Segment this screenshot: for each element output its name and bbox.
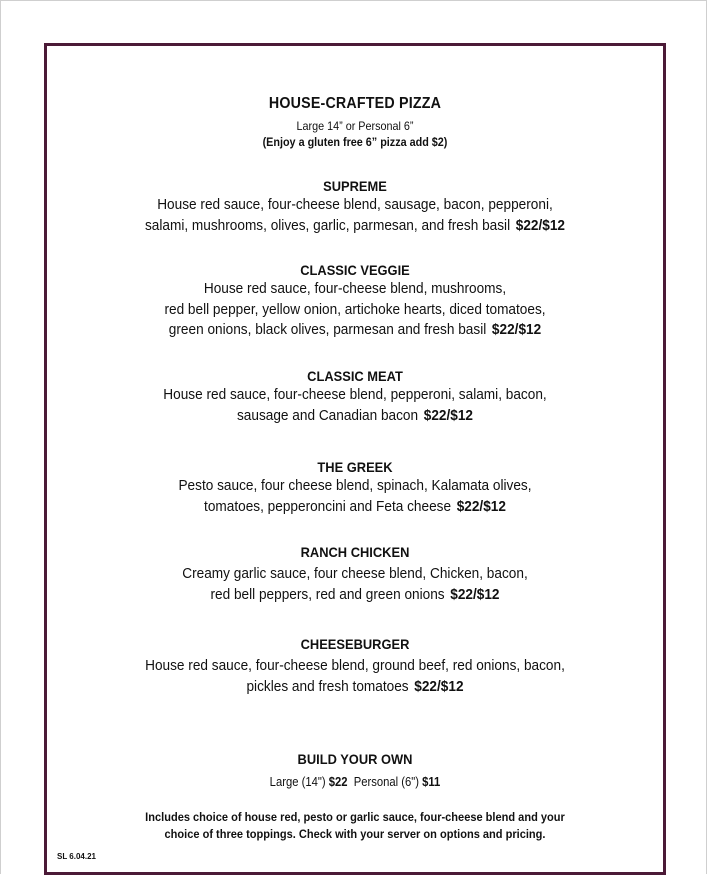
- item-price: $22/$12: [414, 678, 464, 695]
- description-line: pickles and fresh tomatoes: [246, 678, 409, 695]
- gluten-free-note: (Enjoy a gluten free 6” pizza add $2): [262, 135, 448, 149]
- item-price: $22/$12: [515, 217, 566, 234]
- description-line: red bell pepper, yellow onion, artichoke hearts, diced tomatoes,: [164, 301, 546, 318]
- large-size-label: Large (14"): [269, 775, 326, 789]
- note-line: Includes choice of house red, pesto or garlic sauce, four-cheese blend and your: [145, 810, 565, 824]
- description-line: House red sauce, four-cheese blend, mushrooms,: [203, 281, 507, 297]
- item-description: [65, 385, 644, 426]
- build-your-own-title: BUILD YOUR OWN: [297, 751, 413, 767]
- build-your-own-note: [72, 809, 639, 843]
- description-line: House red sauce, four-cheese blend, ground beef, red onions, bacon,: [145, 658, 565, 674]
- description-line: Creamy garlic sauce, four cheese blend, Chicken, bacon,: [182, 566, 528, 582]
- item-name: RANCH CHICKEN: [300, 544, 410, 560]
- description-line: red bell peppers, red and green onions: [210, 586, 445, 603]
- item-name: CHEESEBURGER: [300, 636, 410, 652]
- version-code: SL 6.04.21: [57, 852, 96, 861]
- menu-item-supreme: [47, 177, 663, 236]
- description-line: Pesto sauce, four cheese blend, spinach, Kalamata olives,: [178, 478, 532, 494]
- menu-item-classic-veggie: [47, 261, 663, 341]
- item-description: [65, 476, 644, 517]
- personal-size-label: Personal (6"): [353, 775, 420, 789]
- menu-item-the-greek: [47, 458, 663, 517]
- description-line: House red sauce, four-cheese blend, sausage, bacon, pepperoni,: [157, 197, 553, 213]
- item-description: [65, 656, 644, 697]
- note-line: choice of three toppings. Check with your server on options and pricing.: [164, 827, 546, 841]
- personal-size-price: $11: [422, 775, 441, 789]
- large-size-price: $22: [328, 775, 348, 789]
- description-line: green onions, black olives, parmesan and fresh basil: [168, 322, 487, 338]
- item-name: THE GREEK: [317, 459, 393, 475]
- menu-title: HOUSE-CRAFTED PIZZA: [268, 95, 442, 112]
- item-description: [65, 564, 644, 605]
- item-price: $22/$12: [456, 498, 506, 515]
- menu-item-cheeseburger: [47, 635, 663, 697]
- item-name: SUPREME: [323, 178, 387, 194]
- description-line: House red sauce, four-cheese blend, pepperoni, salami, bacon,: [163, 387, 547, 403]
- item-description: [65, 195, 644, 236]
- menu-frame: [44, 43, 666, 875]
- build-your-own-prices: [78, 775, 632, 789]
- menu-item-classic-meat: [47, 367, 663, 426]
- description-line: sausage and Canadian bacon: [236, 407, 419, 424]
- item-description: [65, 279, 644, 341]
- item-price: $22/$12: [450, 586, 500, 603]
- description-line: salami, mushrooms, olives, garlic, parmesan, and fresh basil: [144, 217, 511, 234]
- menu-item-ranch-chicken: [47, 543, 663, 605]
- description-line: tomatoes, pepperoncini and Feta cheese: [204, 498, 452, 515]
- item-name: CLASSIC VEGGIE: [300, 262, 410, 278]
- size-options: Large 14” or Personal 6”: [296, 119, 414, 133]
- item-price: $22/$12: [423, 407, 474, 424]
- item-price: $22/$12: [491, 322, 542, 338]
- item-name: CLASSIC MEAT: [307, 368, 403, 384]
